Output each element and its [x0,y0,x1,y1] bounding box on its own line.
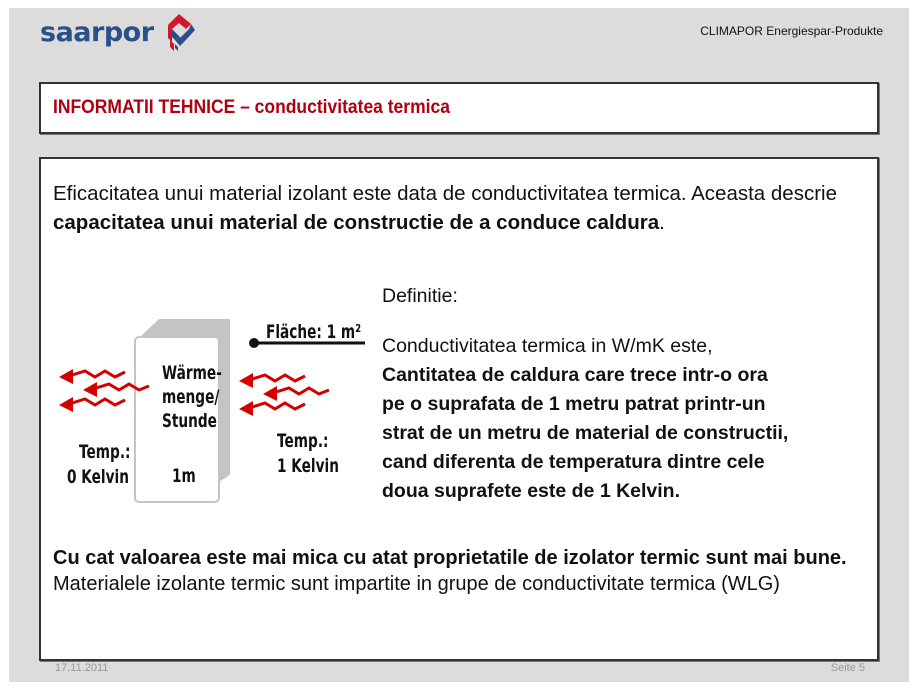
definition-bold-line: Cantitatea de caldura care trece intr-o ora [382,364,768,386]
footer-page-number: Seite 5 [830,662,865,674]
definition-heading: Definitie: [382,285,458,307]
definition-bold-line: doua suprafete este de 1 Kelvin. [382,480,681,502]
conclusion-text: Materialele izolante termic sunt impartite in grupe de conductivitate termica (WLG) [53,573,780,595]
left-temp-value: 0 Kelvin [67,466,129,488]
conclusion-paragraph [53,545,873,597]
left-temp-label: Temp.: [79,441,131,463]
heat-conduction-diagram [55,314,385,504]
right-temp-label: Temp.: [277,430,329,452]
area-label: Fläche: 1 m² [266,321,362,343]
logo-text: saarpor [40,16,154,48]
thickness-label: 1m [172,465,196,487]
definition-line: Conductivitatea termica in W/mK este, [382,335,713,357]
title-box [39,82,879,134]
intro-bold-text: capacitatea unui material de constructie de a conduce caldura [53,211,660,234]
content-box [39,157,879,661]
definition-bold-line: strat de un metru de material de constructii, [382,422,789,444]
definition-body [382,332,882,506]
footer-date: 17.11.2011 [55,662,109,674]
page-title: INFORMATII TEHNICE – conductivitatea termica [53,97,450,118]
block-label-line1: Wärme- [162,362,222,384]
definition-bold-line: pe o suprafata de 1 metru patrat printr-un [382,393,766,415]
intro-end: . [659,211,665,234]
block-label-line2: menge/ [162,386,220,408]
intro-text: Eficacitatea unui material izolant este data de conductivitatea termica. Aceasta descrie [53,182,837,205]
definition-bold-line: cand diferenta de temperatura dintre cele [382,451,765,473]
intro-paragraph [53,179,873,237]
saarpor-logo-icon [162,12,196,52]
saarpor-logo [40,14,196,50]
conclusion-bold: Cu cat valoarea este mai mica cu atat proprietatile de izolator termic sunt mai bune. [53,547,847,569]
right-temp-value: 1 Kelvin [277,455,339,477]
block-label-line3: Stunde [162,410,217,432]
header-product-name: CLIMAPOR Energiespar-Produkte [700,24,883,38]
